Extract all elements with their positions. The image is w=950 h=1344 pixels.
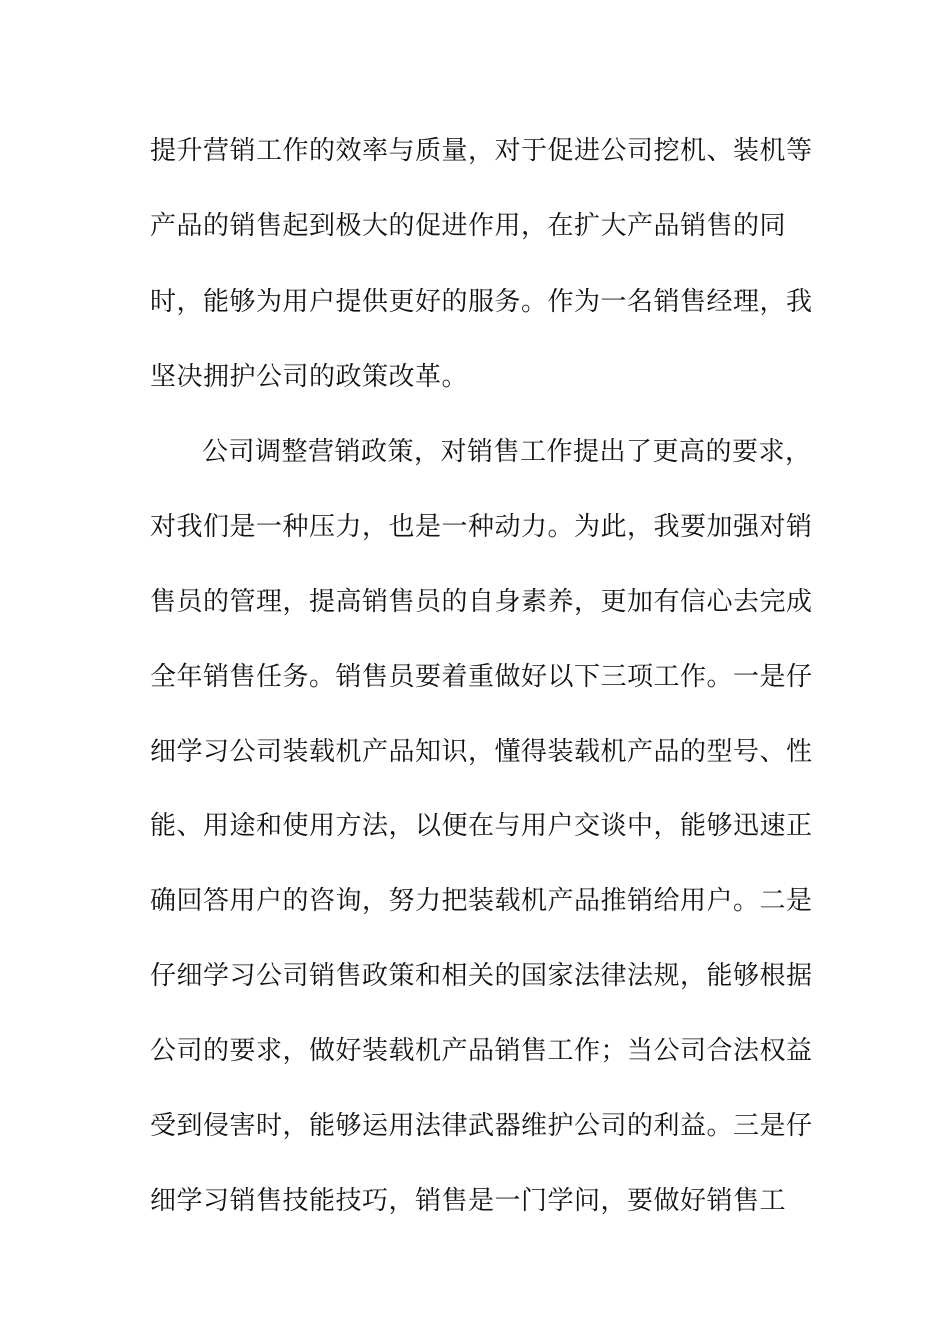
text-line-1: 提升营销工作的效率与质量，对于促进公司挖机、装机等 (150, 136, 813, 166)
text-line-2: 产品的销售起到极大的促进作用，在扩大产品销售的同 (150, 211, 787, 241)
text-line-4: 坚决拥护公司的政策改革。 (150, 362, 469, 392)
text-line-5: 公司调整营销政策，对销售工作提出了更高的要求， (202, 437, 812, 467)
text-line-10: 能、用途和使用方法，以便在与用户交谈中，能够迅速正 (150, 811, 813, 841)
text-line-9: 细学习公司装载机产品知识，懂得装载机产品的型号、性 (150, 737, 813, 767)
text-line-6: 对我们是一种压力，也是一种动力。为此，我要加强对销 (150, 512, 813, 542)
text-line-7: 售员的管理，提高销售员的自身素养，更加有信心去完成 (150, 587, 813, 617)
text-line-12: 仔细学习公司销售政策和相关的国家法律法规，能够根据 (150, 961, 813, 991)
text-line-14: 受到侵害时，能够运用法律武器维护公司的利益。三是仔 (150, 1111, 813, 1141)
text-line-3: 时，能够为用户提供更好的服务。作为一名销售经理，我 (150, 287, 813, 317)
text-line-13: 公司的要求，做好装载机产品销售工作；当公司合法权益 (150, 1036, 813, 1066)
text-line-8: 全年销售任务。销售员要着重做好以下三项工作。一是仔 (150, 662, 813, 692)
text-line-15: 细学习销售技能技巧，销售是一门学问，要做好销售工 (150, 1186, 787, 1216)
text-line-11: 确回答用户的咨询，努力把装载机产品推销给用户。二是 (150, 886, 813, 916)
